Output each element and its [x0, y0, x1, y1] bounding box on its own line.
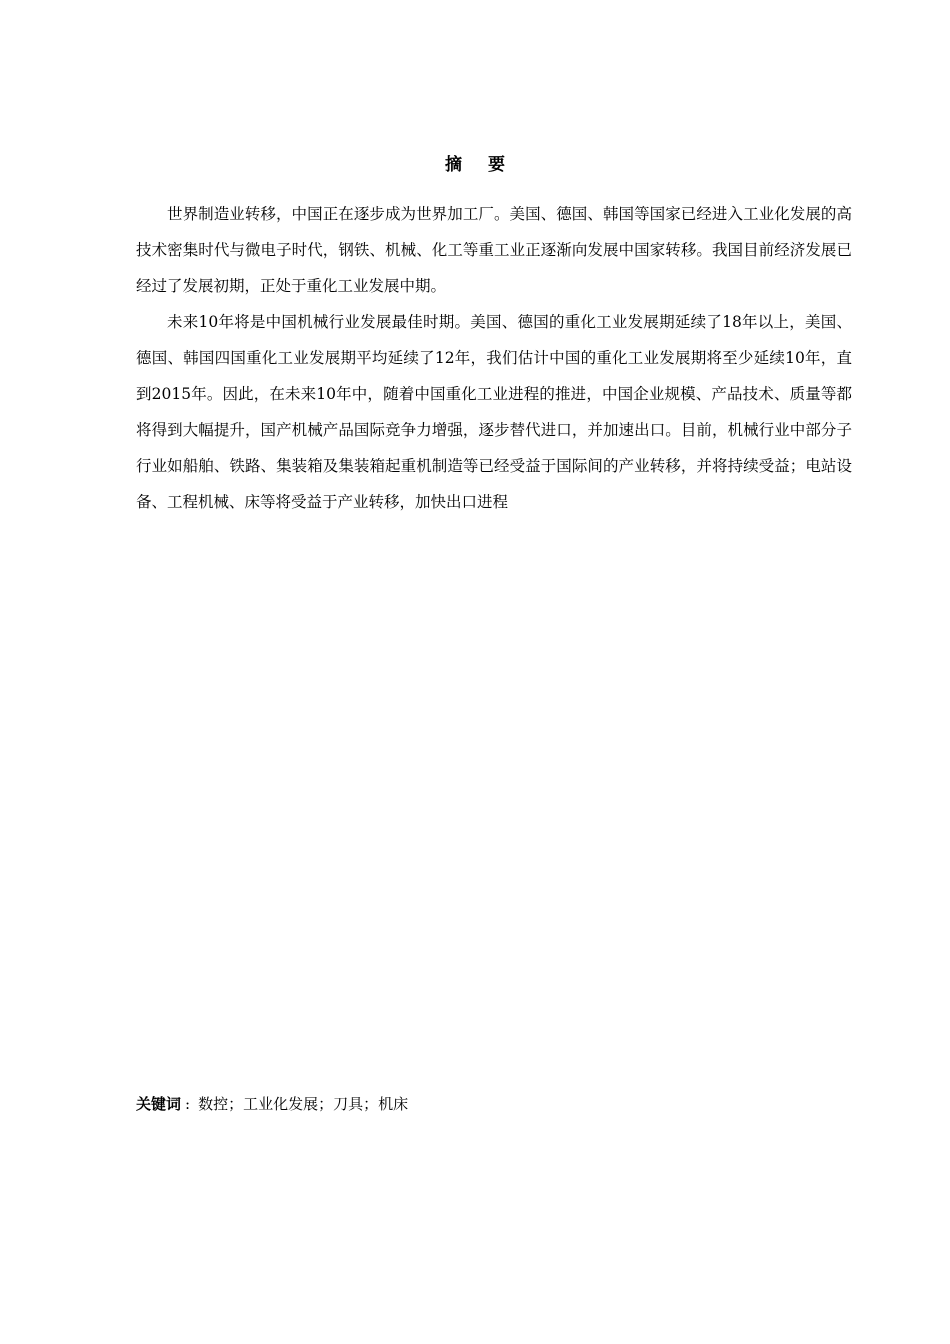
keywords-value: 数控；工业化发展；刀具；机床	[198, 1095, 409, 1113]
abstract-paragraph-1: 世界制造业转移，中国正在逐步成为世界加工厂。美国、德国、韩国等国家已经进入工业化发展的高技术密集时代与微电子时代，钢铁、机械、化工等重工业正逐渐向发展中国家转移。我国目前经济发展已经过了发展初期，正处于重化工业发展中期。	[136, 205, 852, 295]
keywords-separator: :	[185, 1095, 191, 1113]
keywords-line	[136, 1094, 408, 1114]
keywords-label: 关键词	[136, 1095, 182, 1113]
abstract-title: 摘要	[445, 155, 531, 175]
abstract-paragraph-2: 未来10年将是中国机械行业发展最佳时期。美国、德国的重化工业发展期延续了18年以上，美国、德国、韩国四国重化工业发展期平均延续了12年，我们估计中国的重化工业发展期将至少延续10年，直到2015年。因此，在未来10年中，随着中国重化工业进程的推进，中国企业规模、产品技术、质量等都将得到大幅提升，国产机械产品国际竞争力增强，逐步替代进口，并加速出口。目前，机械行业中部分子行业如船舶、铁路、集装箱及集装箱起重机制造等已经受益于国际间的产业转移，并将持续受益；电站设备、工程机械、床等将受益于产业转移，加快出口进程	[136, 313, 852, 511]
